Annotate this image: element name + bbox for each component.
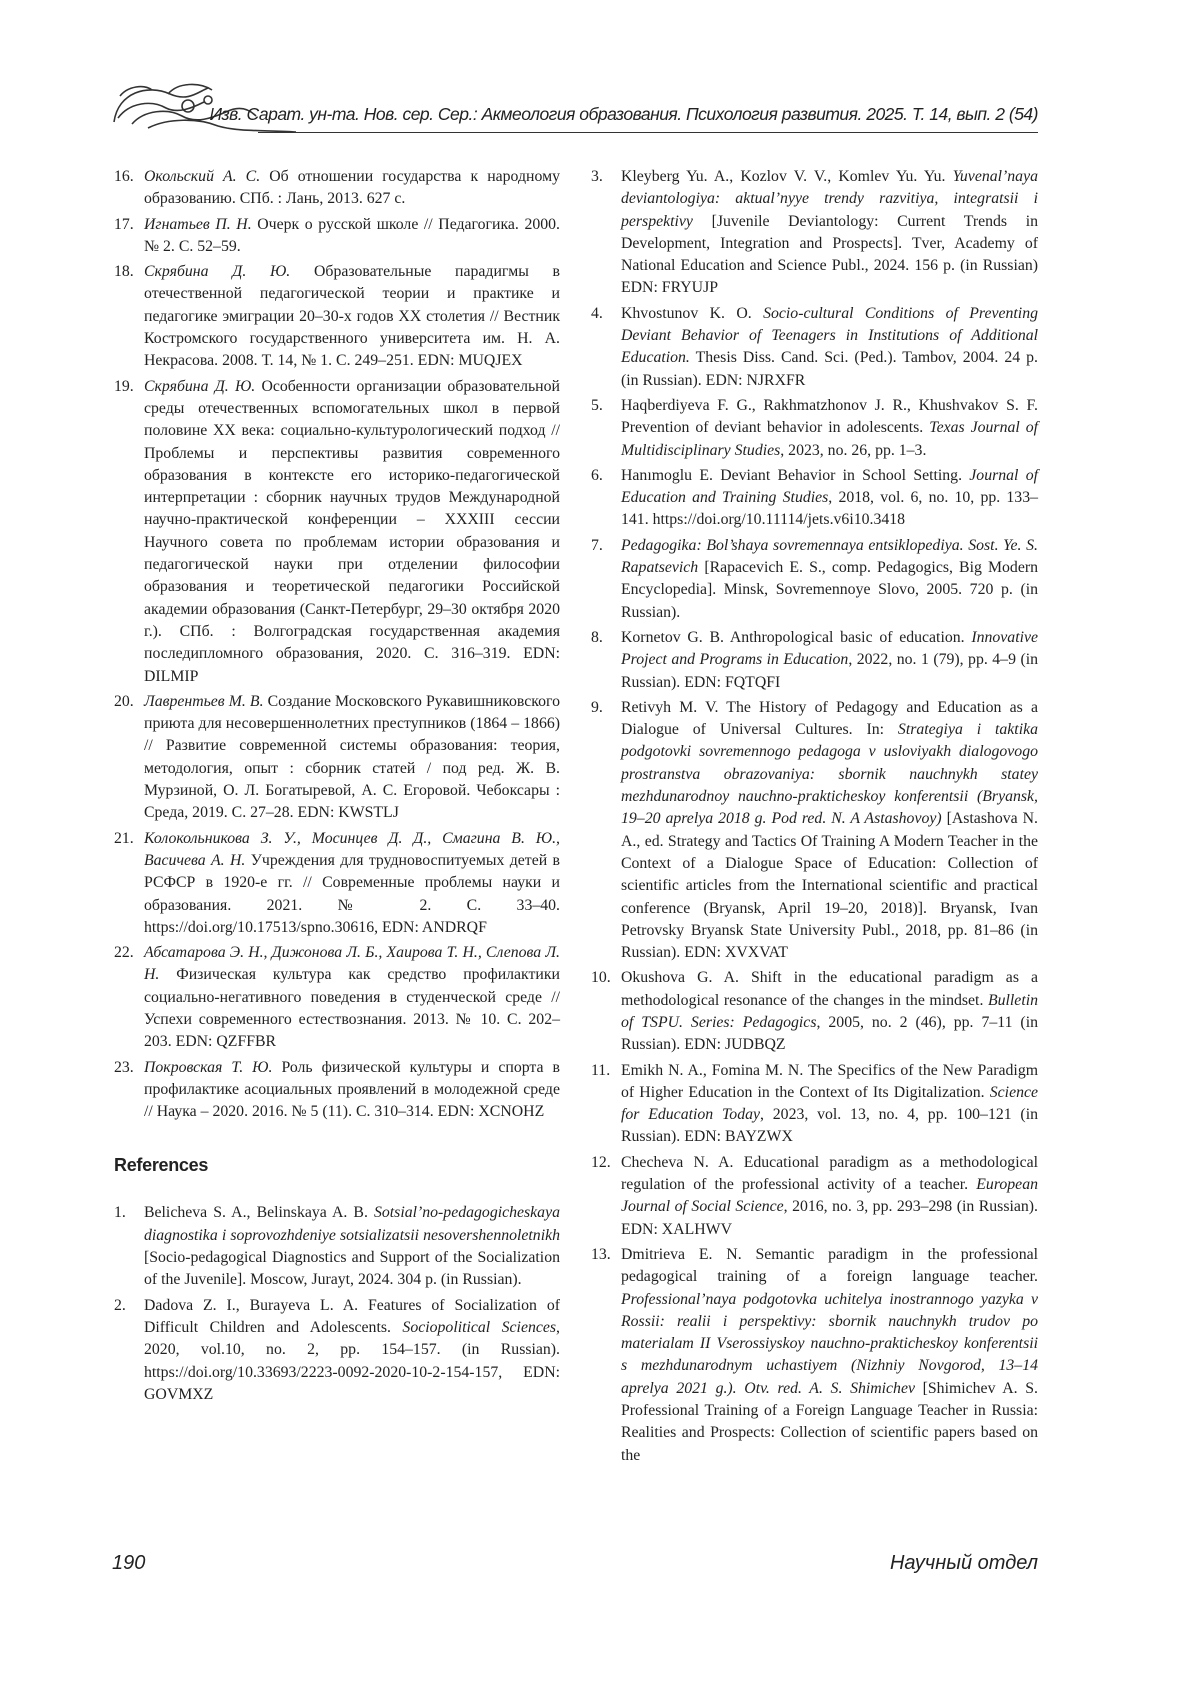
reference-title-italic: Bulletin of TSPU. Series: Pedagogics	[621, 992, 1038, 1031]
reference-number: 18.	[114, 261, 134, 283]
reference-item	[591, 627, 1038, 694]
reference-text-post: , 2005, no. 2 (46), pp. 7–11 (in Russian). EDN: JUDBQZ	[621, 1014, 1038, 1053]
reference-text-pre: Emikh N. A., Fomina M. N. The Specifics of the New Paradigm of Higher Education in the Context of Its Digitalization.	[621, 1062, 1038, 1101]
reference-authors: Окольский А. С.	[144, 168, 260, 185]
right-column	[591, 166, 1038, 1470]
reference-number: 16.	[114, 166, 134, 188]
running-header	[108, 78, 1038, 138]
reference-title-italic: Strategiya i taktika podgotovki sovremennogo pedagoga v usloviyakh dialogovogo prostranstva obrazovaniya: sbornik nauchnykh statey mezhdunarodnoy nauchno-prakticheskoy konferentsii (Bryansk, 19–20 aprelya 2018 g. Pod red. N. A Astashovoy)	[621, 721, 1038, 827]
reference-text: Создание Московского Рукавишниковского приюта для несовершеннолетних преступников (1864 – 1866) // Развитие современной системы образования: теория, методология, опыт : сборник статей / под ред. Ж. В. Мурзиной, О. Л. Богатыревой, А. С. Егоровой. Чебоксары : Среда, 2019. С. 27–28. EDN: KWSTLJ	[144, 693, 560, 821]
reference-text-post: , 2023, vol. 13, no. 4, pp. 100–121 (in Russian). EDN: BAYZWX	[621, 1106, 1038, 1145]
reference-item	[591, 1152, 1038, 1241]
reference-item	[114, 942, 560, 1053]
reference-authors: Скрябина Д. Ю.	[144, 263, 290, 280]
reference-text: Роль физической культуры и спорта в профилактике асоциальных проявлений в молодежной среде // Наука – 2020. 2016. № 5 (11). С. 310–314. EDN: XCNOHZ	[144, 1059, 560, 1121]
reference-number: 6.	[591, 465, 603, 487]
reference-item	[591, 967, 1038, 1056]
reference-title-italic: Sociopolitical Sciences	[402, 1319, 556, 1336]
reference-number: 12.	[591, 1152, 611, 1174]
reference-title-italic: Pedagogika: Bol’shaya sovremennaya entsiklopediya. Sost. Ye. S. Rapatsevich	[621, 537, 1038, 576]
reference-text-pre: Dmitrieva E. N. Semantic paradigm in the professional pedagogical training of a foreign language teacher.	[621, 1246, 1038, 1285]
russian-reference-list	[114, 166, 560, 1123]
reference-number: 20.	[114, 691, 134, 713]
reference-text-pre: Hanımoglu E. Deviant Behavior in School Setting.	[621, 467, 969, 484]
reference-number: 7.	[591, 535, 603, 557]
reference-title-italic: Professional’naya podgotovka uchitelya inostrannogo yazyka v Rossii: realii i perspektivy: sbornik nauchnykh trudov po materialam II Vserossiyskoy nauchno-prakticheskoy konferentsii s mezhdunarodnym uchastiyem (Nizhniy Novgorod, 13–14 aprelya 2021 g.). Otv. red. A. S. Shimichev	[621, 1291, 1038, 1397]
reference-item	[591, 166, 1038, 300]
reference-number: 23.	[114, 1057, 134, 1079]
reference-title-italic: Journal of Education and Training Studies	[621, 467, 1038, 506]
reference-authors: Игнатьев П. Н.	[144, 216, 252, 233]
reference-item	[114, 1295, 560, 1406]
reference-text: Физическая культура как средство профилактики социально-негативного поведения в студенческой среде // Успехи современного естествознания. 2013. № 10. С. 202–203. EDN: QZFFBR	[144, 966, 560, 1050]
reference-number: 10.	[591, 967, 611, 989]
reference-number: 21.	[114, 828, 134, 850]
reference-text-post: [Rapacevich E. S., comp. Pedagogics, Big Modern Encyclopedia]. Minsk, Sovremennoye Slovo, 2005. 720 p. (in Russian).	[621, 559, 1038, 621]
reference-text-post: , 2023, no. 26, pp. 1–3.	[780, 442, 926, 459]
reference-text: Образовательные парадигмы в отечественной педагогической теории и практике и педагогике эмиграции 20–30-х годов XX столетия // Вестник Костромского государственного университета им. Н. А. Некрасова. 2008. Т. 14, № 1. С. 249–251. EDN: MUQJEX	[144, 263, 560, 369]
page-number: 190	[112, 1552, 145, 1575]
reference-authors: Абсатарова Э. Н., Дижонова Л. Б., Хаирова Т. Н., Слепова Л. Н.	[144, 944, 560, 983]
reference-number: 8.	[591, 627, 603, 649]
reference-item	[114, 376, 560, 688]
reference-item	[114, 261, 560, 372]
journal-title: Изв. Сарат. ун-та. Нов. сер. Сер.: Акмеология образования. Психология развития. 2025. Т. 14, вып. 2 (54)	[210, 104, 1038, 125]
reference-number: 11.	[591, 1060, 610, 1082]
references-heading: References	[114, 1155, 560, 1176]
reference-text-post: , 2020, vol.10, no. 2, pp. 154–157. (in Russian). https://doi.org/10.33693/2223-0092-2020-10-2-154-157, EDN: GOVMXZ	[144, 1319, 560, 1403]
english-reference-list-left	[114, 1202, 560, 1406]
reference-item	[114, 166, 560, 211]
reference-text-pre: Khvostunov K. O.	[621, 305, 763, 322]
reference-title-italic: Yuvenal’naya deviantologiya: aktual’nyye trendy razvitiya, integratsii i perspektivy	[621, 168, 1038, 230]
reference-text: Особенности организации образовательной среды отечественных вспомогательных школ в первой половине XX века: социально-культурологический подход // Проблемы и перспективы развития современного образования в контексте его историко-педагогической интерпретации : сборник научных трудов Международной научно-практической конференции – XXXIII сессии Научного совета по проблемам истории образования и педагогической науки при отделении философии образования и теоретической педагогики Российской академии образования (Санкт-Петербург, 29–30 октября 2020 г.). СПб. : Волгоградская государственная академия последипломного образования, 2020. С. 316–319. EDN: DILMIP	[144, 378, 560, 685]
reference-text-post: Thesis Diss. Cand. Sci. (Ped.). Tambov, 2004. 24 p. (in Russian). EDN: NJRXFR	[621, 349, 1038, 388]
reference-item	[591, 1060, 1038, 1149]
reference-text-post: [Shimichev A. S. Professional Training of a Foreign Language Teacher in Russia: Realities and Prospects: Collection of scientific papers based on the	[621, 1380, 1038, 1464]
reference-text-pre: Kleyberg Yu. A., Kozlov V. V., Komlev Yu. Yu.	[621, 168, 953, 185]
reference-text: Учреждения для трудновоспитуемых детей в РСФСР в 1920-е гг. // Современные проблемы науки и образования. 2021. № 2. С. 33–40. https://doi.org/10.17513/spno.30616, EDN: ANDRQF	[144, 852, 560, 936]
reference-number: 4.	[591, 303, 603, 325]
reference-text-pre: Dadova Z. I., Burayeva L. A. Features of Socialization of Difficult Children and Adolescents.	[144, 1297, 560, 1336]
reference-title-italic: Sotsial’no-pedagogicheskaya diagnostika i soprovozhdeniye sotsializatsii nesovershennoletnikh	[144, 1204, 560, 1243]
reference-item	[591, 535, 1038, 624]
reference-number: 22.	[114, 942, 134, 964]
reference-authors: Скрябина Д. Ю.	[144, 378, 255, 395]
reference-text-pre: Retivyh M. V. The History of Pedagogy and Education as a Dialogue of Universal Cultures. In:	[621, 699, 1038, 738]
reference-text-post: , 2018, vol. 6, no. 10, pp. 133–141. https://doi.org/10.11114/jets.v6i10.3418	[621, 489, 1038, 528]
reference-item	[591, 465, 1038, 532]
reference-text: Об отношении государства к народному образованию. СПб. : Лань, 2013. 627 с.	[144, 168, 560, 207]
reference-text-post: [Astashova N. A., ed. Strategy and Tactics Of Training A Modern Teacher in the Context of a Dialogue Space of Education: Collection of scientific articles from the International scientific and practical conference (Bryansk, April 19–20, 2018)]. Bryansk, Ivan Petrovsky Bryansk State University Publ., 2018, pp. 81–86 (in Russian). EDN: XVXVAT	[621, 810, 1038, 961]
reference-item	[114, 828, 560, 939]
reference-number: 17.	[114, 214, 134, 236]
reference-number: 9.	[591, 697, 603, 719]
reference-authors: Лаврентьев М. В.	[144, 693, 264, 710]
reference-title-italic: Socio-cultural Conditions of Preventing Deviant Behavior of Teenagers in Institutions of Additional Education.	[621, 305, 1038, 367]
left-column	[114, 166, 560, 1409]
reference-number: 2.	[114, 1295, 126, 1317]
reference-text-pre: Belicheva S. A., Belinskaya A. B.	[144, 1204, 374, 1221]
reference-item	[591, 1244, 1038, 1467]
reference-title-italic: Science for Education Today	[621, 1084, 1038, 1123]
reference-text-post: [Socio-pedagogical Diagnostics and Support of the Socialization of the Juvenile]. Moscow, Jurayt, 2024. 304 p. (in Russian).	[144, 1249, 560, 1288]
reference-item	[591, 395, 1038, 462]
reference-text-post: , 2016, no. 3, pp. 293–298 (in Russian). EDN: XALHWV	[621, 1198, 1038, 1237]
reference-item	[591, 303, 1038, 392]
reference-text-pre: Kornetov G. B. Anthropological basic of education.	[621, 629, 971, 646]
reference-title-italic: European Journal of Social Science	[621, 1176, 1038, 1215]
header-rule	[258, 132, 1038, 133]
reference-number: 13.	[591, 1244, 611, 1266]
reference-authors: Покровская Т. Ю.	[144, 1059, 272, 1076]
section-name: Научный отдел	[890, 1552, 1038, 1575]
reference-title-italic: Innovative Project and Programs in Education	[621, 629, 1038, 668]
reference-authors: Колокольникова З. У., Мосинцев Д. Д., Смагина В. Ю., Васичева А. Н.	[144, 830, 560, 869]
reference-title-italic: Texas Journal of Multidisciplinary Studies	[621, 419, 1038, 458]
reference-text-pre: Checheva N. A. Educational paradigm as a methodological regulation of the professional activity of a teacher.	[621, 1154, 1038, 1193]
reference-number: 1.	[114, 1202, 126, 1224]
reference-text-pre: Okushova G. A. Shift in the educational paradigm as a methodological resonance of the changes in the mindset.	[621, 969, 1038, 1008]
reference-text-post: [Juvenile Deviantology: Current Trends in Development, Integration and Prospects]. Tver, Academy of National Education and Science Publ., 2024. 156 p. (in Russian) EDN: FRYUJP	[621, 213, 1038, 297]
reference-number: 19.	[114, 376, 134, 398]
reference-number: 3.	[591, 166, 603, 188]
reference-text-pre: Haqberdiyeva F. G., Rakhmatzhonov J. R., Khushvakov S. F. Prevention of deviant behavior in adolescents.	[621, 397, 1038, 436]
reference-item	[591, 697, 1038, 965]
english-reference-list-right	[591, 166, 1038, 1467]
reference-item	[114, 1202, 560, 1291]
reference-number: 5.	[591, 395, 603, 417]
reference-item	[114, 1057, 560, 1124]
reference-text-post: , 2022, no. 1 (79), pp. 4–9 (in Russian). EDN: FQTQFI	[621, 651, 1038, 690]
reference-text: Очерк о русской школе // Педагогика. 2000. № 2. С. 52–59.	[144, 216, 560, 255]
reference-item	[114, 214, 560, 259]
reference-item	[114, 691, 560, 825]
